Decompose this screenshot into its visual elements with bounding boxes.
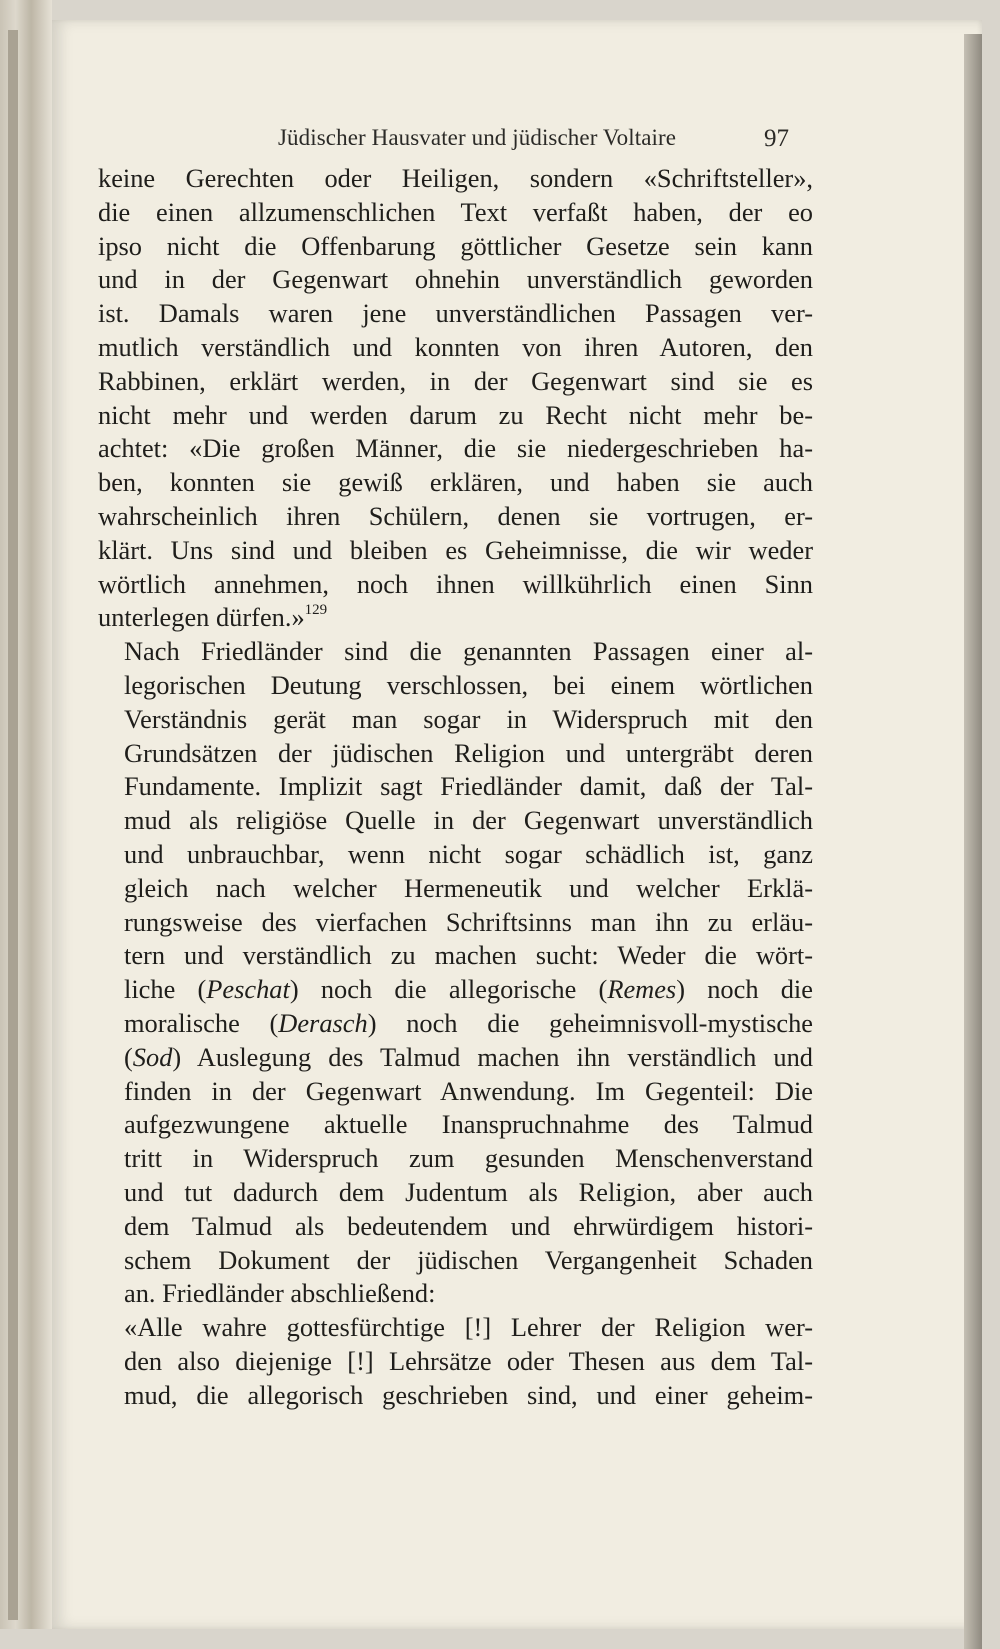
text-line: aufgezwungene aktuelle Inanspruchnahme des Talmud bbox=[124, 1109, 813, 1140]
text-line: die einen allzumenschlichen Text verfaßt haben, der eo bbox=[98, 196, 813, 227]
text-line: Rabbinen, erklärt werden, in der Gegenwart sind sie es bbox=[98, 365, 813, 396]
book-spine-shadow bbox=[8, 30, 18, 1620]
paragraph-1 bbox=[98, 162, 813, 635]
text-line: nicht mehr und werden darum zu Recht nicht mehr be- bbox=[98, 399, 813, 430]
text-line: «Alle wahre gottesfürchtige [!] Lehrer der Religion wer- bbox=[124, 1312, 813, 1343]
paragraph-3-quote bbox=[98, 1311, 813, 1412]
text-line: wahrscheinlich ihren Schülern, denen sie vortrugen, er- bbox=[98, 500, 813, 531]
text-line: achtet: «Die großen Männer, die sie niedergeschrieben ha- bbox=[98, 433, 813, 464]
running-title: Jüdischer Hausvater und jüdischer Voltaire bbox=[278, 125, 677, 150]
text-line: ipso nicht die Offenbarung göttlicher Gesetze sein kann bbox=[98, 230, 813, 261]
text-line: den also diejenige [!] Lehrsätze oder Thesen aus dem Tal- bbox=[124, 1345, 813, 1376]
text-fragment: moralische ( bbox=[124, 1007, 279, 1038]
text-line: rungsweise des vierfachen Schriftsinns man ihn zu erläu- bbox=[124, 906, 813, 937]
text-line bbox=[98, 973, 813, 1007]
text-line: keine Gerechten oder Heiligen, sondern «Schriftsteller», bbox=[98, 163, 813, 193]
text-line: mutlich verständlich und konnten von ihren Autoren, den bbox=[98, 331, 813, 362]
text-line: finden in der Gegenwart Anwendung. Im Gegenteil: Die bbox=[124, 1075, 813, 1106]
text-fragment: ) Auslegung des Talmud machen ihn verständlich und bbox=[172, 1041, 813, 1072]
term-peschat: Peschat bbox=[206, 974, 290, 1005]
text-line: Nach Friedländer sind die genannten Passagen einer al- bbox=[124, 636, 813, 667]
page-edge-shadow bbox=[964, 34, 982, 1649]
term-derasch: Derasch bbox=[278, 1007, 368, 1038]
text-line: wörtlich annehmen, noch ihnen willkührlich einen Sinn bbox=[98, 568, 813, 599]
page-number: 97 bbox=[764, 125, 789, 152]
text-line bbox=[98, 601, 813, 635]
paragraph-2 bbox=[98, 635, 813, 1311]
term-sod: Sod bbox=[132, 1041, 173, 1072]
text-fragment: ( bbox=[124, 1041, 133, 1072]
text-line: ben, konnten sie gewiß erklären, und haben sie auch bbox=[98, 467, 813, 498]
text-line: und tut dadurch dem Judentum als Religion, aber auch bbox=[124, 1176, 813, 1207]
text-line: Grundsätzen der jüdischen Religion und untergräbt deren bbox=[124, 737, 813, 768]
text-line: an. Friedländer abschließend: bbox=[124, 1278, 436, 1309]
text-line: schem Dokument der jüdischen Vergangenheit Schaden bbox=[124, 1244, 813, 1275]
footnote-ref: 129 bbox=[304, 602, 328, 619]
text-fragment: ) noch die allegorische ( bbox=[289, 974, 608, 1005]
text-line: Fundamente. Implizit sagt Friedländer damit, daß der Tal- bbox=[124, 771, 813, 802]
body-text bbox=[98, 162, 813, 1412]
text-line: Verständnis gerät man sogar in Widerspruch mit den bbox=[124, 703, 813, 734]
text-line: gleich nach welcher Hermeneutik und welcher Erklä- bbox=[124, 872, 813, 903]
text-line bbox=[98, 1041, 813, 1075]
text-line: tern und verständlich zu machen sucht: Weder die wört- bbox=[124, 940, 813, 971]
text-line: ist. Damals waren jene unverständlichen Passagen ver- bbox=[98, 298, 813, 329]
text-line: legorischen Deutung verschlossen, bei einem wörtlichen bbox=[124, 669, 813, 700]
text-line: und in der Gegenwart ohnehin unverständlich geworden bbox=[98, 264, 813, 295]
text-line: und unbrauchbar, wenn nicht sogar schädlich ist, ganz bbox=[124, 838, 813, 869]
book-page bbox=[52, 20, 982, 1629]
text-line: klärt. Uns sind und bleiben es Geheimnisse, die wir weder bbox=[98, 534, 813, 565]
text-line: mud, die allegorisch geschrieben sind, und einer geheim- bbox=[124, 1379, 813, 1410]
text-line: dem Talmud als bedeutendem und ehrwürdigem histori- bbox=[124, 1210, 813, 1241]
text-fragment: ) noch die bbox=[676, 974, 813, 1005]
adjacent-page-edge bbox=[0, 0, 52, 1629]
text-fragment: ) noch die geheimnisvoll-mystische bbox=[367, 1007, 813, 1038]
text-line: mud als religiöse Quelle in der Gegenwart unverständlich bbox=[124, 805, 813, 836]
text-line: tritt in Widerspruch zum gesunden Menschenverstand bbox=[124, 1143, 813, 1174]
text-fragment: unterlegen dürfen.» bbox=[98, 602, 305, 633]
text-line bbox=[98, 1007, 813, 1041]
term-remes: Remes bbox=[607, 974, 677, 1005]
text-fragment: liche ( bbox=[124, 974, 207, 1005]
